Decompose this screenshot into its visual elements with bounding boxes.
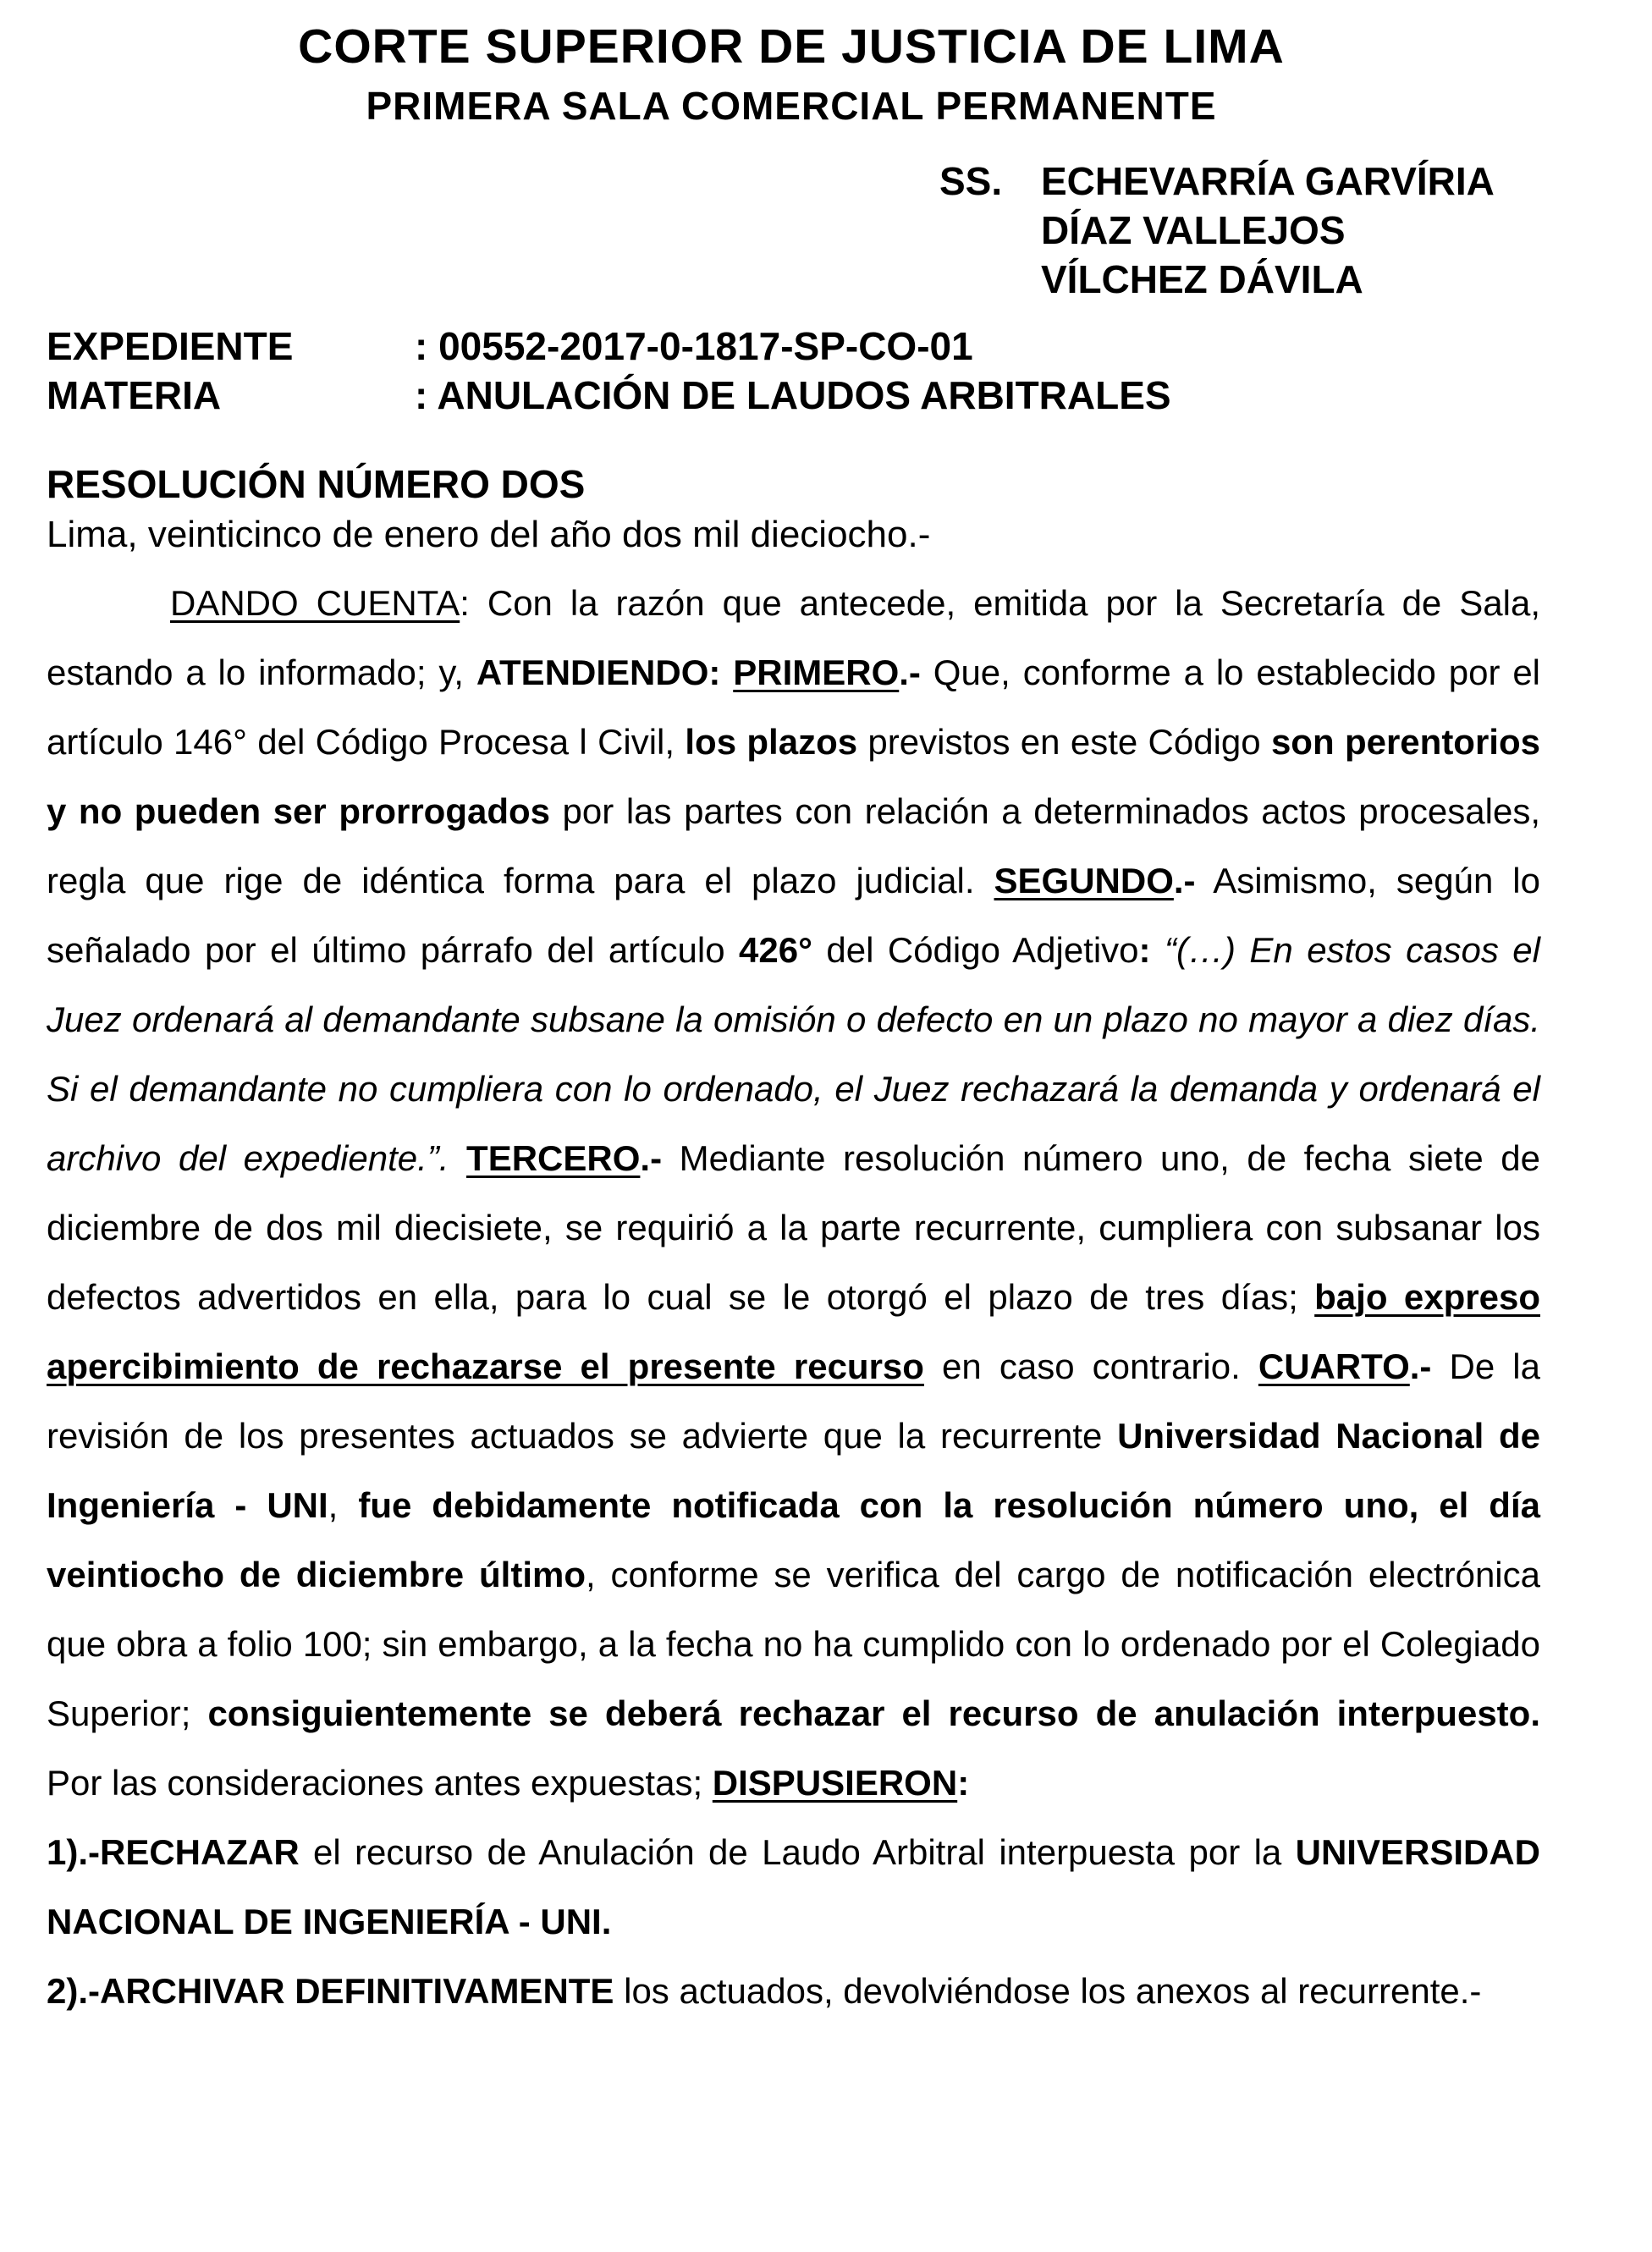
text-span: en caso contrario. bbox=[923, 1346, 1258, 1386]
court-title: CORTE SUPERIOR DE JUSTICIA DE LIMA bbox=[298, 19, 1285, 74]
text-span: el recurso de Anulación de Laudo Arbitral interpuesta por la bbox=[299, 1832, 1296, 1872]
heading-tercero: TERCERO bbox=[466, 1138, 641, 1178]
disposition-1 bbox=[47, 1818, 1540, 1957]
heading-segundo: SEGUNDO bbox=[994, 861, 1174, 900]
heading-cuarto: CUARTO bbox=[1258, 1346, 1410, 1386]
main-paragraph bbox=[47, 569, 1540, 1818]
judges-prefix: SS. bbox=[939, 159, 1003, 203]
text-span: : Con la razón que antecede, emitida por la Secretaría de Sala, estando a lo informado; y, bbox=[47, 583, 1540, 692]
text-span bbox=[449, 1138, 466, 1178]
text-span: los actuados, devolviéndose los anexos al recurrente.- bbox=[614, 1971, 1482, 2011]
resolution-body bbox=[47, 569, 1540, 2026]
heading-dispusieron: DISPUSIERON bbox=[712, 1763, 958, 1803]
bold-text: consiguientemente se deberá rechazar el recurso de anulación interpuesto. bbox=[207, 1693, 1540, 1733]
resolution-date: Lima, veinticinco de enero del año dos mil dieciocho.- bbox=[47, 514, 931, 555]
text-span: : bbox=[1138, 930, 1151, 970]
bold-text: UNIVERSIDAD NACIONAL DE INGENIERÍA - UNI. bbox=[47, 1832, 1540, 1941]
bold-text: son perentorios y no pueden ser prorrogados bbox=[47, 722, 1540, 831]
expediente-value: : 00552-2017-0-1817-SP-CO-01 bbox=[415, 324, 973, 368]
text-span: .- bbox=[1409, 1346, 1432, 1386]
text-span: De la revisión de los presentes actuados se advierte que la recurrente bbox=[47, 1346, 1540, 1456]
bold-underlined-text: bajo expreso apercibimiento de rechazarse el presente recurso bbox=[47, 1277, 1540, 1386]
bold-text: los plazos bbox=[685, 722, 858, 762]
judges-names bbox=[1041, 157, 1495, 304]
disposition-2 bbox=[47, 1957, 1540, 2026]
heading-dando-cuenta: DANDO CUENTA bbox=[170, 583, 460, 623]
judge-name: ECHEVARRÍA GARVÍRIA bbox=[1041, 159, 1495, 203]
text-span: , conforme se verifica del cargo de notificación electrónica que obra a folio 100; sin embargo, a la fecha no ha cumplido con lo ordenado por el Colegiado Superior; bbox=[47, 1555, 1540, 1733]
expediente-label: EXPEDIENTE bbox=[47, 324, 294, 368]
text-span: : bbox=[957, 1763, 970, 1803]
quoted-article: “(…) En estos casos el Juez ordenará al demandante subsane la omisión o defecto en un plazo no mayor a diez días. Si el demandante no cumpliera con lo ordenado, el Juez rechazará la demanda y ordenará el archivo del expediente.”. bbox=[47, 930, 1540, 1178]
text-span: .- bbox=[1173, 861, 1196, 900]
bold-text: fue debidamente notificada con la resolución número uno, el día veintiocho de diciembre último bbox=[47, 1485, 1540, 1594]
materia-label: MATERIA bbox=[47, 373, 222, 417]
text-span: Asimismo, según lo señalado por el último párrafo del artículo bbox=[47, 861, 1540, 970]
text-span: .- bbox=[640, 1138, 663, 1178]
text-span: previstos en este Código bbox=[857, 722, 1271, 762]
chamber-title: PRIMERA SALA COMERCIAL PERMANENTE bbox=[366, 84, 1217, 128]
resolution-title: RESOLUCIÓN NÚMERO DOS bbox=[47, 462, 586, 506]
heading-primero: PRIMERO bbox=[733, 652, 900, 692]
disposition-1-label: 1).-RECHAZAR bbox=[47, 1832, 300, 1872]
text-span: , bbox=[328, 1485, 359, 1525]
materia-value: : ANULACIÓN DE LAUDOS ARBITRALES bbox=[415, 373, 1171, 417]
disposition-2-label: 2).-ARCHIVAR DEFINITIVAMENTE bbox=[47, 1971, 614, 2011]
text-span: .- bbox=[899, 652, 921, 692]
text-span: del Código Adjetivo bbox=[812, 930, 1139, 970]
text-span: por las partes con relación a determinados actos procesales, regla que rige de idéntica forma para el plazo judicial. bbox=[47, 791, 1540, 900]
text-span: Por las consideraciones antes expuestas; bbox=[47, 1763, 713, 1803]
bold-text: 426° bbox=[739, 930, 812, 970]
heading-atendiendo: ATENDIENDO: bbox=[476, 652, 734, 692]
text-span: Que, conforme a lo establecido por el artículo 146° del Código Procesa l Civil, bbox=[47, 652, 1541, 762]
judge-name: DÍAZ VALLEJOS bbox=[1041, 208, 1346, 252]
judge-name: VÍLCHEZ DÁVILA bbox=[1041, 257, 1363, 301]
text-span: Mediante resolución número uno, de fecha siete de diciembre de dos mil diecisiete, se requirió a la parte recurrente, cumpliera con subsanar los defectos advertidos en ella, para lo cual se le otorgó el plazo de tres días; bbox=[47, 1138, 1540, 1317]
bold-text: Universidad Nacional de Ingeniería - UNI bbox=[47, 1416, 1540, 1525]
